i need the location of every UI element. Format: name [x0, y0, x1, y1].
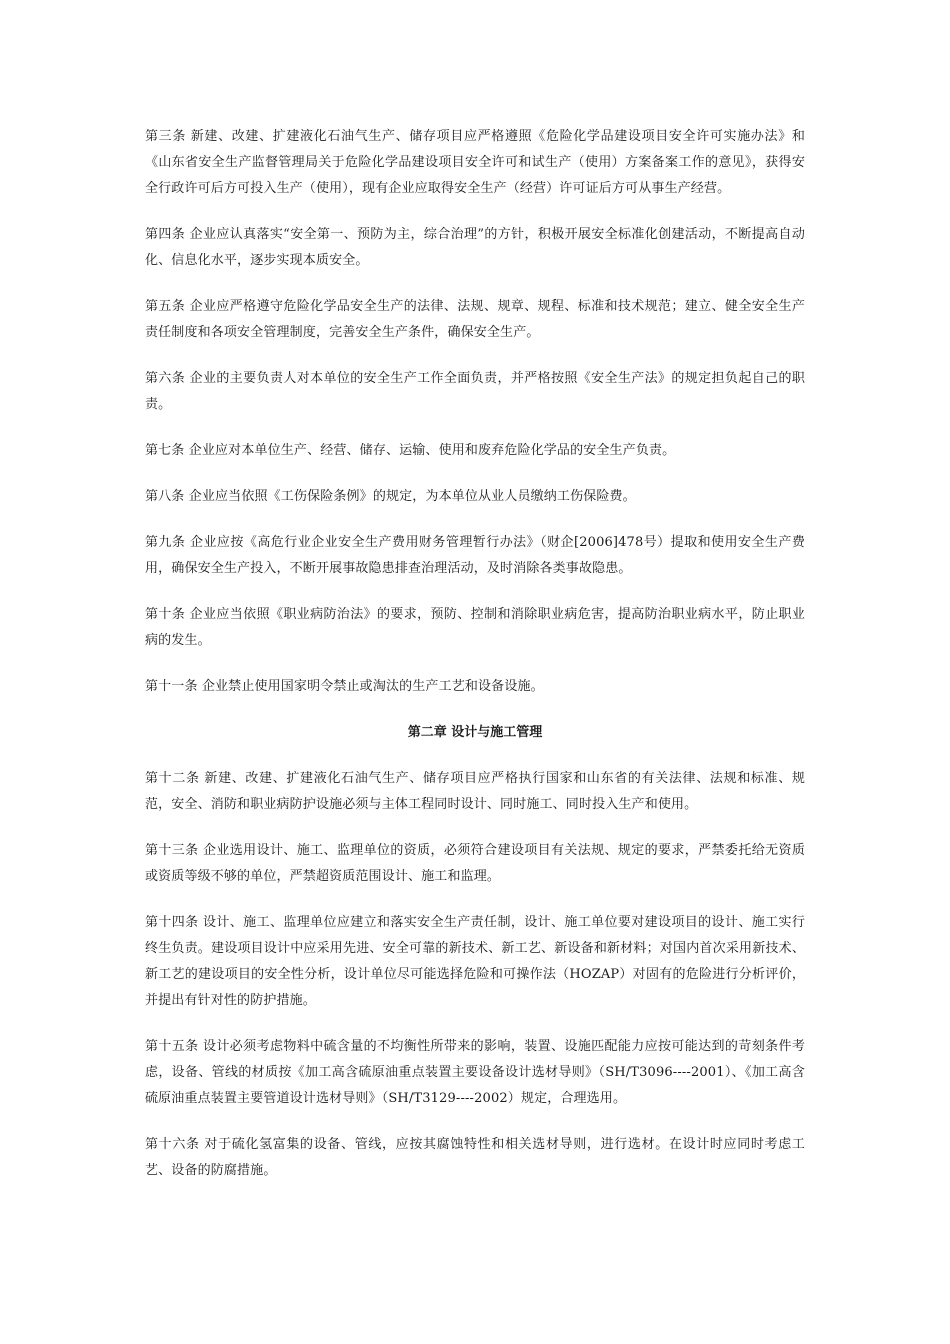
document-page: [145, 124, 805, 1204]
article-6: 第六条 企业的主要负责人对本单位的安全生产工作全面负责，并严格按照《安全生产法》的规定担负起自己的职责。: [145, 371, 805, 412]
article-7: 第七条 企业应对本单位生产、经营、储存、运输、使用和废弃危险化学品的安全生产负责。: [145, 443, 676, 458]
article-4: 第四条 企业应认真落实“安全第一、预防为主，综合治理”的方针，积极开展安全标准化创建活动，不断提高自动化、信息化水平，逐步实现本质安全。: [145, 227, 805, 268]
article-14: 第十四条 设计、施工、监理单位应建立和落实安全生产责任制，设计、施工单位要对建设项目的设计、施工实行终生负责。建设项目设计中应采用先进、安全可靠的新技术、新工艺、新设备和新材料；对国内首次采用新技术、新工艺的建设项目的安全性分析，设计单位尽可能选择危险和可操作法（HOZAP）对固有的危险进行分析评价，并提出有针对性的防护措施。: [145, 915, 805, 1008]
article-5: 第五条 企业应严格遵守危险化学品安全生产的法律、法规、规章、规程、标准和技术规范；建立、健全安全生产责任制度和各项安全管理制度，完善安全生产条件，确保安全生产。: [145, 299, 805, 340]
article-13: 第十三条 企业选用设计、施工、监理单位的资质，必须符合建设项目有关法规、规定的要求，严禁委托给无资质或资质等级不够的单位，严禁超资质范围设计、施工和监理。: [145, 843, 805, 884]
article-15: 第十五条 设计必须考虑物料中硫含量的不均衡性所带来的影响，装置、设施匹配能力应按可能达到的苛刻条件考虑，设备、管线的材质按《加工高含硫原油重点装置主要设备设计选材导则》（SH/T3096----2001）、《加工高含硫原油重点装置主要管道设计选材导则》（SH/T3129----2002）规定，合理选用。: [145, 1039, 805, 1106]
article-12: 第十二条 新建、改建、扩建液化石油气生产、储存项目应严格执行国家和山东省的有关法律、法规和标准、规范，安全、消防和职业病防护设施必须与主体工程同时设计、同时施工、同时投入生产和使用。: [145, 771, 805, 812]
article-11: 第十一条 企业禁止使用国家明令禁止或淘汰的生产工艺和设备设施。: [145, 679, 544, 694]
article-9: 第九条 企业应按《高危行业企业安全生产费用财务管理暂行办法》（财企[2006]478号）提取和使用安全生产费用，确保安全生产投入，不断开展事故隐患排查治理活动，及时消除各类事故隐患。: [145, 535, 805, 576]
chapter-title: 第二章 设计与施工管理: [407, 725, 543, 740]
article-8: 第八条 企业应当依照《工伤保险条例》的规定，为本单位从业人员缴纳工伤保险费。: [145, 489, 636, 504]
article-10: 第十条 企业应当依照《职业病防治法》的要求，预防、控制和消除职业病危害，提高防治职业病水平，防止职业病的发生。: [145, 607, 805, 648]
article-16: 第十六条 对于硫化氢富集的设备、管线，应按其腐蚀特性和相关选材导则，进行选材。在设计时应同时考虑工艺、设备的防腐措施。: [145, 1137, 805, 1178]
article-3: 第三条 新建、改建、扩建液化石油气生产、储存项目应严格遵照《危险化学品建设项目安全许可实施办法》和《山东省安全生产监督管理局关于危险化学品建设项目安全许可和试生产（使用）方案备案工作的意见》，获得安全行政许可后方可投入生产（使用），现有企业应取得安全生产（经营）许可证后方可从事生产经营。: [145, 129, 805, 196]
